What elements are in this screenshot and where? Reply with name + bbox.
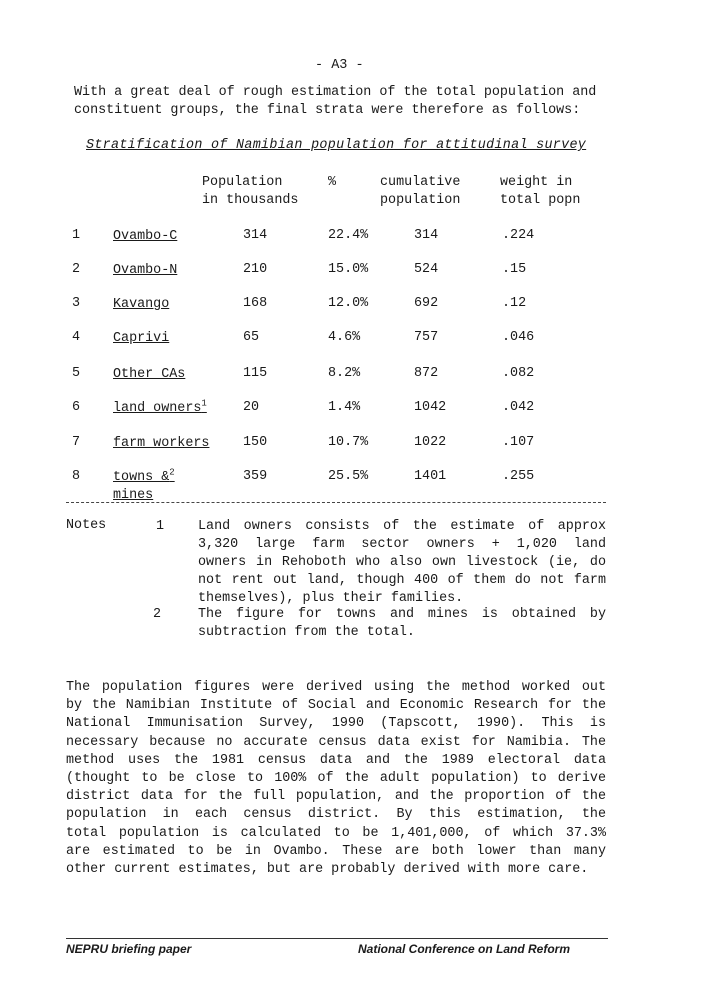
header-cumulative-line1: cumulative — [380, 175, 461, 190]
row-percent: 22.4% — [328, 228, 369, 243]
footer-right: National Conference on Land Reform — [358, 942, 571, 956]
paragraph-line: The population figures were derived using the method worked out — [66, 680, 606, 695]
row-percent: 12.0% — [328, 296, 369, 311]
row-cumulative: 1022 — [414, 435, 447, 450]
header-weight-line1: weight in — [500, 175, 573, 190]
row-number: 6 — [72, 400, 81, 415]
row-name-text-line2: mines — [113, 488, 154, 503]
intro-text — [74, 84, 596, 120]
row-weight: .12 — [502, 296, 527, 311]
footer-left: NEPRU briefing paper — [66, 942, 192, 956]
header-cumulative-line2: population — [380, 193, 461, 208]
footnote-marker: 1 — [201, 398, 207, 409]
note-line: subtraction from the total. — [198, 625, 415, 640]
row-name-text: towns & — [113, 470, 170, 485]
row-weight: .15 — [502, 262, 527, 277]
row-cumulative: 692 — [414, 296, 439, 311]
row-cumulative: 1401 — [414, 469, 447, 484]
row-cumulative: 314 — [414, 228, 439, 243]
intro-line: constituent groups, the final strata were therefore as follows: — [74, 103, 581, 118]
row-population: 359 — [243, 469, 268, 484]
row-percent: 4.6% — [328, 330, 361, 345]
row-population: 65 — [243, 330, 260, 345]
row-name-text: land owners — [113, 401, 202, 416]
header-weight — [500, 174, 580, 210]
row-percent: 1.4% — [328, 400, 361, 415]
row-number: 8 — [72, 469, 81, 484]
note-line: not rent out land, though 400 of them do not farm — [198, 573, 606, 588]
footer-rule — [66, 938, 608, 939]
row-name: Other CAs — [113, 367, 186, 382]
row-cumulative: 1042 — [414, 400, 447, 415]
row-population: 210 — [243, 262, 268, 277]
row-percent: 8.2% — [328, 366, 361, 381]
header-population-line1: Population — [202, 175, 283, 190]
row-name: farm workers — [113, 436, 210, 451]
note-line: themselves), plus their families. — [198, 591, 464, 606]
paragraph-line: by the Namibian Institute of Social and Economic Research for the — [66, 698, 606, 714]
note-line: The figure for towns and mines is obtained by — [198, 607, 606, 622]
notes-label: Notes — [66, 518, 107, 533]
paragraph-line: National Immunisation Survey, 1990 (Tapscott, 1990). This is — [66, 716, 606, 732]
row-name: Caprivi — [113, 331, 170, 346]
row-weight: .255 — [502, 469, 535, 484]
paragraph-line: other current estimates, but are probably derived with more care. — [66, 861, 589, 877]
header-population — [202, 174, 298, 210]
row-name — [113, 469, 175, 505]
row-population: 150 — [243, 435, 268, 450]
row-population: 20 — [243, 400, 260, 415]
row-number: 1 — [72, 228, 81, 243]
header-weight-line2: total popn — [500, 193, 581, 208]
row-percent: 10.7% — [328, 435, 369, 450]
paragraph-line: total population is calculated to be 1,401,000, of which 37.3% — [66, 825, 606, 841]
row-percent: 15.0% — [328, 262, 369, 277]
row-number: 5 — [72, 366, 81, 381]
row-name: Ovambo-N — [113, 263, 178, 278]
row-population: 115 — [243, 366, 268, 381]
row-weight: .082 — [502, 366, 535, 381]
row-percent: 25.5% — [328, 469, 369, 484]
row-weight: .224 — [502, 228, 535, 243]
row-population: 314 — [243, 228, 268, 243]
note-number: 1 — [156, 519, 165, 534]
note-text — [198, 606, 606, 642]
table-divider — [66, 502, 606, 503]
row-cumulative: 872 — [414, 366, 439, 381]
paragraph-line: are estimated to be in Ovambo. These are both lower than many — [66, 843, 606, 859]
row-number: 4 — [72, 330, 81, 345]
intro-line: With a great deal of rough estimation of the total population and — [74, 85, 597, 100]
row-number: 7 — [72, 435, 81, 450]
row-name — [113, 400, 207, 418]
body-paragraph — [66, 679, 606, 879]
row-name: Kavango — [113, 297, 170, 312]
paragraph-line: necessary because no accurate census data exist for Namibia. The — [66, 734, 606, 750]
row-weight: .042 — [502, 400, 535, 415]
footnote-marker: 2 — [169, 467, 175, 478]
note-line: 3,320 large farm sector owners + 1,020 land — [198, 537, 606, 552]
row-weight: .107 — [502, 435, 535, 450]
header-population-line2: in thousands — [202, 193, 299, 208]
row-weight: .046 — [502, 330, 535, 345]
note-line: Land owners consists of the estimate of approx — [198, 519, 606, 534]
row-number: 2 — [72, 262, 81, 277]
row-cumulative: 757 — [414, 330, 439, 345]
note-number: 2 — [153, 607, 162, 622]
paragraph-line: (thought to be close to 100% of the adult population) to derive — [66, 770, 606, 786]
paragraph-line: district data for the full population, and the proportion of the — [66, 789, 606, 805]
page-number: - A3 - — [315, 58, 364, 73]
table-title: Stratification of Namibian population for attitudinal survey — [86, 138, 587, 153]
row-cumulative: 524 — [414, 262, 439, 277]
row-population: 168 — [243, 296, 268, 311]
row-number: 3 — [72, 296, 81, 311]
paragraph-line: population in each census district. By this estimation, the — [66, 807, 606, 823]
header-percent: % — [328, 175, 337, 190]
header-cumulative — [380, 174, 460, 210]
row-name: Ovambo-C — [113, 229, 178, 244]
paragraph-line: method uses the 1981 census data and the 1989 electoral data — [66, 752, 606, 768]
note-text — [198, 518, 606, 608]
note-line: owners in Rehoboth who also own livestock (ie, do — [198, 555, 606, 570]
